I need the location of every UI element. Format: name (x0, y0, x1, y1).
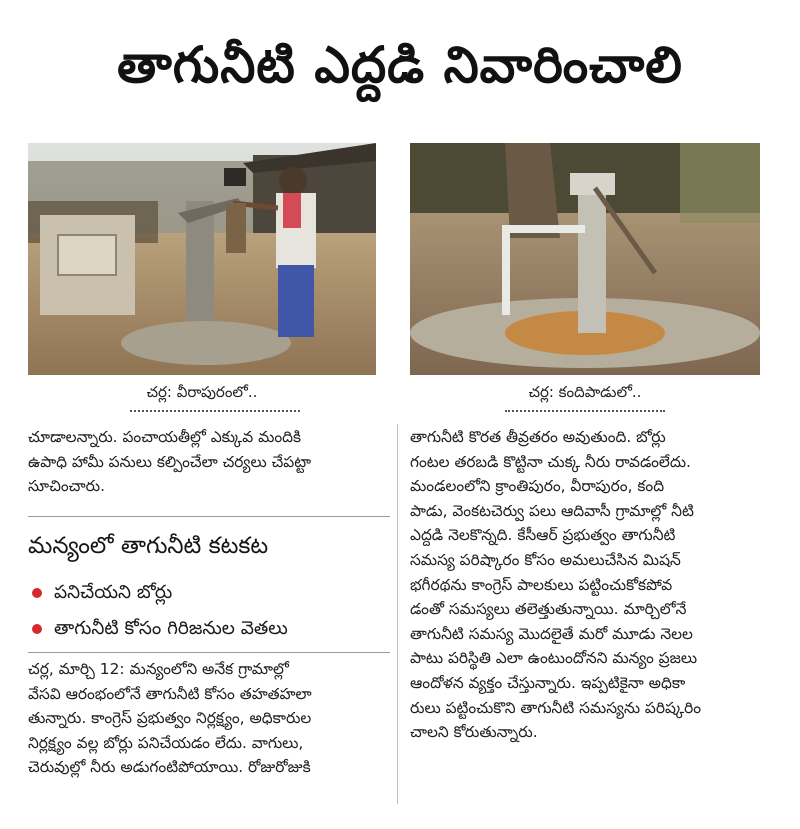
subhead-rule-top (28, 516, 390, 517)
text-line: చెరువుల్లో నీరు అడుగంటిపోయాయి. రోజురోజుకి (28, 758, 311, 777)
text-line: నిర్లక్ష్యం వల్ల బోర్లు పనిచేయడం లేదు. వాగులు, (28, 733, 304, 752)
bullet-text: తాగునీటి కోసం గిరిజనుల వెతలు (54, 618, 288, 639)
left-body-paragraph (28, 657, 390, 780)
text-line: గంటల తరబడి కొట్టినా చుక్క నీరు రావడంలేదు. (410, 452, 691, 471)
hand-pump-well-photo (410, 143, 760, 375)
text-line: ఎద్దడి నెలకొన్నది. కేసీఆర్ ప్రభుత్వం తాగునీటి (410, 526, 676, 545)
text-line: డంతో సమస్యలు తలెత్తుతున్నాయి. మార్చిలోనే (410, 600, 687, 619)
text-line: తాగునీటి సమస్య మొదలైతే మరో మూడు నెలల (410, 624, 693, 643)
text-line: సూచించారు. (28, 477, 105, 496)
text-line: ఉపాధి హామీ పనులు కల్పించేలా చర్యలు చేపట్టా (28, 452, 312, 471)
bullet-dot-icon (32, 624, 42, 634)
photo-caption-right: చర్ల: కందిపాడులో.. (528, 383, 642, 401)
text-line: భగీరథను కాంగ్రెస్ పాలకులు పట్టించుకోకపోవ (410, 575, 673, 594)
bullet-item (28, 577, 390, 609)
text-line: రులు పట్టించుకొని తాగునీటి సమస్యను పరిష్కరిం (410, 698, 702, 717)
text-line: చాలని కోరుతున్నారు. (410, 723, 538, 742)
photo-caption-left: చర్ల: వీరాపురంలో.. (146, 383, 258, 401)
bullet-dot-icon (32, 588, 42, 598)
subheading: మన్యంలో తాగునీటి కటకట (28, 533, 269, 559)
text-line: ఆందోళన వ్యక్తం చేస్తున్నారు. ఇప్పటికైనా అధికా (410, 673, 686, 692)
caption-underline-right (505, 410, 665, 412)
text-line: పాటు పరిస్థితి ఎలా ఉంటుందోనని మన్యం ప్రజలు (410, 649, 698, 668)
text-line: చర్ల, మార్చి 12: మన్యంలోని అనేక గ్రామాల్లో (28, 660, 289, 678)
left-intro-paragraph (28, 425, 390, 499)
column-divider (397, 424, 398, 804)
text-line: సమస్య పరిష్కారం కోసం అమలుచేసిన మిషన్ (410, 550, 681, 569)
caption-underline-left (130, 410, 300, 412)
subhead-rule-bottom (28, 652, 390, 653)
bullet-text: పనిచేయని బోర్లు (54, 582, 173, 603)
text-line: పాడు, వెంకటచెర్వు పలు ఆదివాసీ గ్రామాల్లో నీటి (410, 501, 694, 520)
text-line: తున్నారు. కాంగ్రెస్ ప్రభుత్వం నిర్లక్ష్యం, అధికారుల (28, 709, 312, 728)
right-body-paragraph (410, 425, 772, 745)
bullet-item (28, 613, 390, 645)
text-line: మండలంలోని క్రాంతిపురం, వీరాపురం, కంది (410, 477, 665, 496)
hand-pump-woman-photo (28, 143, 376, 375)
headline: తాగునీటి ఎద్దడి నివారించాలి (117, 36, 683, 94)
text-line: చూడాలన్నారు. పంచాయతీల్లో ఎక్కువ మందికి (28, 428, 302, 446)
text-line: వేసవి ఆరంభంలోనే తాగునీటి కోసం తహతహలా (28, 684, 312, 703)
text-line: తాగునీటి కొరత తీవ్రతరం అవుతుంది. బోర్లు (410, 428, 666, 446)
